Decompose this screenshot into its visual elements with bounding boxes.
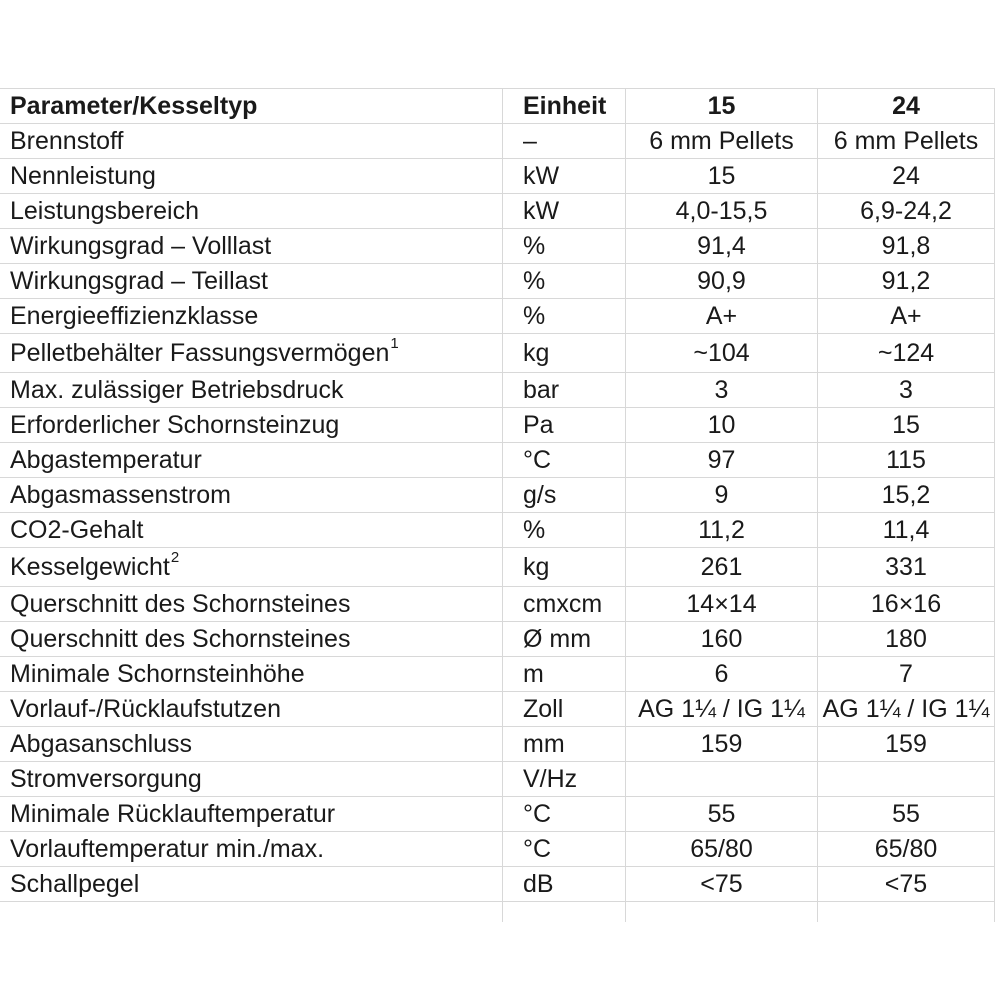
- parameter-label: Leistungsbereich: [10, 196, 200, 225]
- table-row: [0, 478, 995, 513]
- value-15-cell: [625, 478, 817, 512]
- value-24-label: 24: [892, 161, 920, 190]
- value-24-label: 15,2: [881, 480, 931, 509]
- value-24-cell: [817, 657, 995, 691]
- parameter-cell: [0, 867, 502, 901]
- column-header-unit: [502, 89, 625, 123]
- value-24-label: 11,4: [882, 515, 930, 544]
- parameter-cell: [0, 124, 502, 158]
- unit-cell: [502, 229, 625, 263]
- value-24-cell: [817, 194, 995, 228]
- value-15-cell: [625, 727, 817, 761]
- table-row: [0, 513, 995, 548]
- parameter-label: Erforderlicher Schornsteinzug: [10, 410, 340, 439]
- parameter-cell: [0, 229, 502, 263]
- parameter-label: Brennstoff: [10, 126, 124, 155]
- value-15-label: 10: [707, 410, 736, 439]
- column-header-parameter: [0, 89, 502, 123]
- unit-label: °C: [523, 445, 552, 474]
- parameter-label: Abgastemperatur: [10, 445, 202, 474]
- value-24-label: 7: [899, 659, 913, 688]
- unit-label: mm: [523, 729, 565, 758]
- empty-value-15-cell: [625, 902, 817, 922]
- value-24-label: 55: [892, 799, 920, 828]
- unit-cell: [502, 373, 625, 407]
- parameter-cell: [0, 373, 502, 407]
- parameter-cell: [0, 159, 502, 193]
- value-15-label: 6 mm Pellets: [649, 126, 794, 155]
- value-15-cell: [625, 587, 817, 621]
- value-15-label: 6: [714, 659, 729, 688]
- parameter-cell: [0, 299, 502, 333]
- column-header-model-15-label: 15: [707, 91, 736, 120]
- value-15-label: 14×14: [686, 589, 757, 618]
- value-24-cell: [817, 124, 995, 158]
- unit-cell: [502, 692, 625, 726]
- value-15-cell: [625, 548, 817, 586]
- parameter-cell: [0, 443, 502, 477]
- unit-label: kW: [523, 161, 560, 190]
- value-15-cell: [625, 408, 817, 442]
- parameter-label: Kesselgewicht: [10, 552, 170, 581]
- table-row: [0, 443, 995, 478]
- unit-label: dB: [523, 869, 554, 898]
- value-24-cell: [817, 299, 995, 333]
- parameter-label: CO2-Gehalt: [10, 515, 144, 544]
- unit-label: g/s: [523, 480, 557, 509]
- unit-cell: [502, 832, 625, 866]
- value-24-cell: [817, 727, 995, 761]
- value-15-label: 97: [707, 445, 736, 474]
- value-15-cell: [625, 124, 817, 158]
- empty-grid-row: [0, 902, 995, 922]
- table-header-row: [0, 89, 995, 124]
- unit-label: Zoll: [523, 694, 564, 723]
- value-15-cell: [625, 657, 817, 691]
- value-15-cell: [625, 832, 817, 866]
- table-row: [0, 657, 995, 692]
- empty-unit-cell: [502, 902, 625, 922]
- parameter-label: Schallpegel: [10, 869, 140, 898]
- column-header-parameter-label: Parameter/Kesseltyp: [10, 91, 258, 120]
- value-15-label: 55: [707, 799, 736, 828]
- value-24-label: 65/80: [874, 834, 938, 863]
- value-24-label: 3: [899, 375, 913, 404]
- value-24-label: <75: [884, 869, 928, 898]
- unit-cell: [502, 194, 625, 228]
- table-row: [0, 408, 995, 443]
- value-15-label: 159: [700, 729, 743, 758]
- value-24-cell: [817, 513, 995, 547]
- parameter-label: Stromversorgung: [10, 764, 202, 793]
- unit-cell: [502, 443, 625, 477]
- value-15-label: AG 1¼ / IG 1¼: [638, 694, 805, 723]
- value-15-label: ~104: [693, 338, 750, 367]
- value-15-cell: [625, 334, 817, 372]
- value-15-label: 15: [707, 161, 736, 190]
- unit-cell: [502, 657, 625, 691]
- parameter-label: Vorlauftemperatur min./max.: [10, 834, 325, 863]
- parameter-label: Nennleistung: [10, 161, 156, 190]
- value-15-cell: [625, 762, 817, 796]
- value-15-cell: [625, 299, 817, 333]
- table-row: [0, 124, 995, 159]
- value-24-cell: [817, 159, 995, 193]
- unit-label: kW: [523, 196, 560, 225]
- value-24-cell: [817, 622, 995, 656]
- parameter-label: Wirkungsgrad – Teillast: [10, 266, 268, 295]
- table-row: [0, 622, 995, 657]
- value-24-label: 6,9-24,2: [860, 196, 952, 225]
- table-row: [0, 229, 995, 264]
- unit-label: °C: [523, 799, 552, 828]
- unit-cell: [502, 264, 625, 298]
- column-header-unit-label: Einheit: [523, 91, 607, 120]
- column-header-model-24-label: 24: [892, 91, 920, 120]
- value-15-cell: [625, 622, 817, 656]
- value-15-label: 160: [700, 624, 743, 653]
- value-15-label: 90,9: [697, 266, 746, 295]
- unit-cell: [502, 762, 625, 796]
- unit-label: Ø mm: [523, 624, 592, 653]
- value-24-cell: [817, 478, 995, 512]
- value-24-cell: [817, 867, 995, 901]
- parameter-cell: [0, 727, 502, 761]
- parameter-cell: [0, 622, 502, 656]
- parameter-label: Pelletbehälter Fassungsvermögen: [10, 338, 390, 367]
- unit-cell: [502, 124, 625, 158]
- empty-value-24-cell: [817, 902, 995, 922]
- unit-label: –: [523, 126, 537, 155]
- parameter-cell: [0, 762, 502, 796]
- table-row: [0, 334, 995, 373]
- parameter-label: Vorlauf-/Rücklaufstutzen: [10, 694, 281, 723]
- value-24-label: 331: [885, 552, 927, 581]
- unit-label: cmxcm: [523, 589, 603, 618]
- parameter-cell: [0, 692, 502, 726]
- unit-cell: [502, 797, 625, 831]
- table-row: [0, 692, 995, 727]
- parameter-cell: Kesselgewicht $^2$: [10, 549, 180, 581]
- table-row: [0, 264, 995, 299]
- table-body: [0, 124, 995, 902]
- unit-cell: [502, 622, 625, 656]
- value-24-cell: [817, 587, 995, 621]
- value-15-cell: [625, 264, 817, 298]
- value-15-label: <75: [700, 869, 743, 898]
- value-15-cell: [625, 867, 817, 901]
- parameter-cell: [0, 797, 502, 831]
- value-15-cell: [625, 692, 817, 726]
- unit-label: Pa: [523, 410, 554, 439]
- value-15-label: 261: [700, 552, 743, 581]
- unit-cell: [502, 299, 625, 333]
- parameter-cell: [0, 657, 502, 691]
- value-24-label: AG 1¼ / IG 1¼: [822, 694, 990, 723]
- parameter-cell: [0, 194, 502, 228]
- boiler-spec-table: [0, 88, 995, 922]
- value-15-label: 65/80: [690, 834, 753, 863]
- table-row: [0, 159, 995, 194]
- unit-cell: [502, 548, 625, 586]
- parameter-label: Abgasmassenstrom: [10, 480, 231, 509]
- parameter-cell: [0, 587, 502, 621]
- value-24-cell: [817, 229, 995, 263]
- value-24-cell: [817, 408, 995, 442]
- unit-cell: [502, 478, 625, 512]
- value-24-cell: [817, 797, 995, 831]
- value-24-cell: [817, 548, 995, 586]
- unit-label: V/Hz: [523, 764, 578, 793]
- parameter-cell: [0, 408, 502, 442]
- value-15-label: 3: [714, 375, 729, 404]
- value-24-label: A+: [890, 301, 922, 330]
- parameter-cell: [0, 264, 502, 298]
- value-15-cell: [625, 797, 817, 831]
- parameter-label: Minimale Rücklauftemperatur: [10, 799, 336, 828]
- parameter-label: Querschnitt des Schornsteines: [10, 589, 351, 618]
- value-24-cell: [817, 264, 995, 298]
- table-row: [0, 762, 995, 797]
- value-24-cell: [817, 832, 995, 866]
- value-24-label: 180: [885, 624, 927, 653]
- parameter-label: Minimale Schornsteinhöhe: [10, 659, 305, 688]
- unit-label: %: [523, 231, 546, 260]
- unit-label: %: [523, 301, 546, 330]
- value-24-label: ~124: [877, 338, 935, 367]
- value-24-label: 15: [892, 410, 920, 439]
- parameter-cell: [0, 513, 502, 547]
- column-header-model-15: [625, 89, 817, 123]
- value-24-cell: [817, 692, 995, 726]
- table-row: [0, 832, 995, 867]
- value-15-label: 4,0-15,5: [675, 196, 768, 225]
- parameter-label: Energieeffizienzklasse: [10, 301, 259, 330]
- table-row: [0, 548, 995, 587]
- value-24-cell: [817, 762, 995, 796]
- unit-cell: [502, 408, 625, 442]
- unit-label: m: [523, 659, 544, 688]
- value-15-cell: [625, 194, 817, 228]
- table-row: [0, 727, 995, 762]
- value-24-label: 6 mm Pellets: [833, 126, 979, 155]
- unit-cell: [502, 513, 625, 547]
- parameter-cell: [0, 478, 502, 512]
- column-header-model-24: [817, 89, 995, 123]
- value-15-label: 9: [714, 480, 729, 509]
- unit-cell: [502, 867, 625, 901]
- parameter-label: Querschnitt des Schornsteines: [10, 624, 351, 653]
- unit-label: °C: [523, 834, 552, 863]
- unit-cell: [502, 727, 625, 761]
- value-15-cell: [625, 229, 817, 263]
- unit-label: bar: [523, 375, 560, 404]
- table-row: [0, 194, 995, 229]
- table-row: [0, 587, 995, 622]
- unit-label: %: [523, 266, 546, 295]
- empty-param-cell: [0, 902, 502, 922]
- value-15-cell: [625, 159, 817, 193]
- table-row: [0, 373, 995, 408]
- value-24-label: 16×16: [870, 589, 942, 618]
- parameter-label: Abgasanschluss: [10, 729, 193, 758]
- value-15-cell: [625, 513, 817, 547]
- unit-cell: [502, 587, 625, 621]
- unit-label: kg: [523, 552, 550, 581]
- value-24-label: 115: [886, 445, 926, 474]
- unit-cell: [502, 334, 625, 372]
- table-row: [0, 299, 995, 334]
- parameter-label: Wirkungsgrad – Volllast: [10, 231, 272, 260]
- value-24-cell: [817, 443, 995, 477]
- value-24-cell: [817, 334, 995, 372]
- parameter-label: Max. zulässiger Betriebsdruck: [10, 375, 344, 404]
- table-row: [0, 867, 995, 902]
- value-15-label: 91,4: [697, 231, 746, 260]
- value-24-label: 159: [885, 729, 927, 758]
- unit-cell: [502, 159, 625, 193]
- parameter-cell: Pelletbehälter Fassungsvermögen $^1$: [10, 335, 399, 367]
- value-15-label: A+: [705, 301, 738, 330]
- unit-label: kg: [523, 338, 550, 367]
- table-row: [0, 797, 995, 832]
- value-15-cell: [625, 373, 817, 407]
- value-15-cell: [625, 443, 817, 477]
- parameter-cell: [0, 832, 502, 866]
- value-24-label: 91,2: [881, 266, 931, 295]
- value-24-label: 91,8: [881, 231, 931, 260]
- value-24-cell: [817, 373, 995, 407]
- value-15-label: 11,2: [698, 515, 745, 544]
- unit-label: %: [523, 515, 546, 544]
